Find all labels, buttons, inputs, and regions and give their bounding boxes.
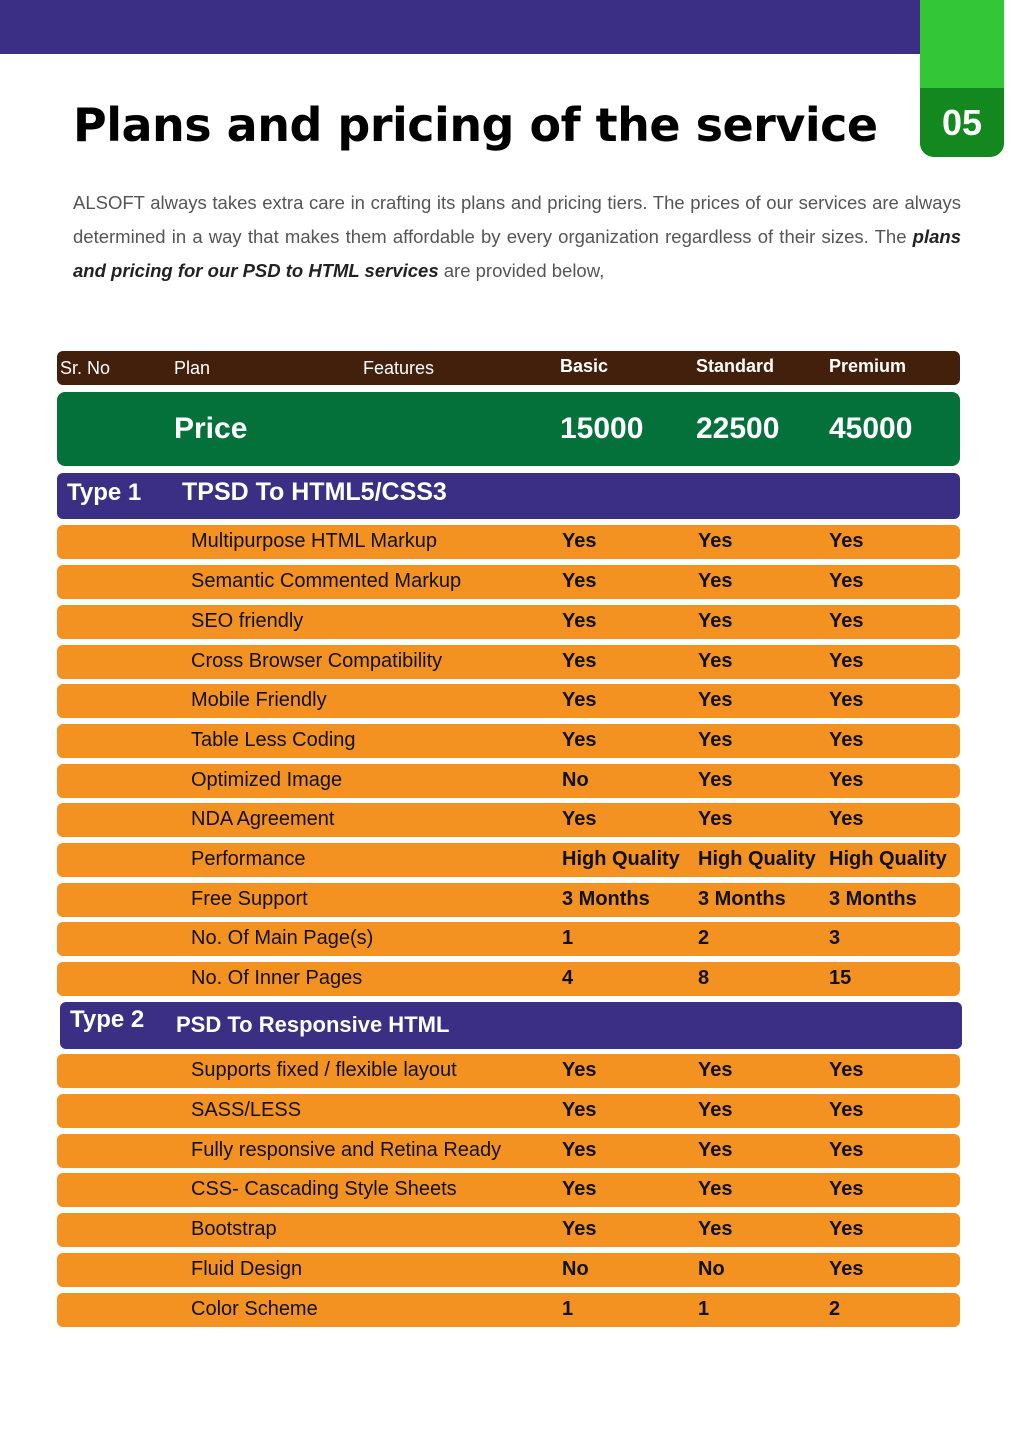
basic-cell: Yes: [562, 1178, 597, 1200]
basic-cell: No: [562, 769, 589, 791]
basic-cell: Yes: [562, 530, 597, 552]
standard-cell: Yes: [698, 650, 733, 672]
premium-cell: Yes: [829, 1059, 864, 1081]
price-premium: 45000: [829, 412, 913, 445]
table-row: [57, 724, 960, 758]
basic-cell: Yes: [562, 729, 597, 751]
price-label: Price: [174, 412, 248, 445]
basic-cell: Yes: [562, 610, 597, 632]
table-row: [57, 605, 960, 639]
table-row: [57, 962, 960, 996]
premium-cell: Yes: [829, 610, 864, 632]
premium-cell: 3: [829, 927, 841, 949]
price-row: [57, 392, 960, 466]
premium-cell: Yes: [829, 1258, 864, 1280]
premium-cell: Yes: [829, 689, 864, 711]
premium-cell: Yes: [829, 570, 864, 592]
type-row: [60, 1002, 962, 1049]
standard-cell: 3 Months: [698, 888, 786, 910]
basic-cell: Yes: [562, 1218, 597, 1240]
premium-cell: Yes: [829, 808, 864, 830]
intro-prefix: ALSOFT always takes extra care in crafting its plans and pricing tiers. The prices of our services are always determined in a way that makes them affordable by every organization regardless of their sizes. The: [73, 192, 961, 247]
standard-cell: Yes: [698, 610, 733, 632]
table-row: [57, 1094, 960, 1128]
price-basic: 15000: [560, 412, 644, 445]
type-row: [57, 473, 960, 519]
standard-cell: Yes: [698, 1099, 733, 1121]
header-premium: Premium: [829, 356, 907, 376]
page-title: Plans and pricing of the service: [73, 98, 878, 152]
standard-cell: Yes: [698, 530, 733, 552]
table-row: [57, 843, 960, 877]
feature-cell: No. Of Inner Pages: [191, 967, 363, 989]
standard-cell: Yes: [698, 570, 733, 592]
basic-cell: Yes: [562, 650, 597, 672]
header-basic: Basic: [560, 356, 609, 376]
feature-cell: Free Support: [191, 888, 308, 910]
header-plan: Plan: [174, 358, 211, 378]
type-label: Type 2: [70, 1006, 145, 1033]
table-row: [57, 1213, 960, 1247]
premium-cell: Yes: [829, 1218, 864, 1240]
table-row: [57, 1293, 960, 1327]
premium-cell: 2: [829, 1298, 841, 1320]
basic-cell: Yes: [562, 1059, 597, 1081]
feature-cell: Semantic Commented Markup: [191, 570, 462, 592]
table-row: [57, 645, 960, 679]
basic-cell: 1: [562, 927, 574, 949]
basic-cell: High Quality: [562, 848, 680, 870]
basic-cell: 4: [562, 967, 574, 989]
standard-cell: Yes: [698, 808, 733, 830]
feature-cell: Color Scheme: [191, 1298, 318, 1320]
premium-cell: High Quality: [829, 848, 947, 870]
type-label: Type 1: [67, 479, 142, 506]
standard-cell: Yes: [698, 1139, 733, 1161]
table-row: [57, 1253, 960, 1287]
basic-cell: No: [562, 1258, 589, 1280]
page-number: 05: [920, 88, 1004, 157]
standard-cell: 2: [698, 927, 710, 949]
feature-cell: SEO friendly: [191, 610, 304, 632]
intro-emphasis: plans and pricing for our PSD to HTML services: [73, 226, 961, 281]
feature-cell: No. Of Main Page(s): [191, 927, 374, 949]
basic-cell: Yes: [562, 808, 597, 830]
feature-cell: CSS- Cascading Style Sheets: [191, 1178, 457, 1200]
feature-cell: Supports fixed / flexible layout: [191, 1059, 457, 1081]
table-row: [57, 1173, 960, 1207]
standard-cell: Yes: [698, 1059, 733, 1081]
standard-cell: Yes: [698, 1218, 733, 1240]
premium-cell: Yes: [829, 530, 864, 552]
table-row: [57, 803, 960, 837]
standard-cell: No: [698, 1258, 725, 1280]
table-row: [57, 764, 960, 798]
table-row: [57, 684, 960, 718]
basic-cell: 3 Months: [562, 888, 650, 910]
table-row: [57, 525, 960, 559]
premium-cell: 3 Months: [829, 888, 917, 910]
standard-cell: Yes: [698, 689, 733, 711]
feature-cell: SASS/LESS: [191, 1099, 302, 1121]
table-row: [57, 1134, 960, 1168]
premium-cell: Yes: [829, 1139, 864, 1161]
standard-cell: Yes: [698, 729, 733, 751]
feature-cell: Table Less Coding: [191, 729, 356, 751]
premium-cell: 15: [829, 967, 852, 989]
table-header: [57, 351, 960, 385]
standard-cell: Yes: [698, 1178, 733, 1200]
header-sr-no: Sr. No: [60, 358, 111, 378]
basic-cell: Yes: [562, 1099, 597, 1121]
feature-cell: Performance: [191, 848, 306, 870]
header-bar: [0, 0, 920, 54]
table-row: [57, 922, 960, 956]
feature-cell: Mobile Friendly: [191, 689, 327, 711]
basic-cell: Yes: [562, 689, 597, 711]
feature-cell: Fluid Design: [191, 1258, 303, 1280]
table-row: [57, 1054, 960, 1088]
standard-cell: High Quality: [698, 848, 816, 870]
basic-cell: 1: [562, 1298, 574, 1320]
price-standard: 22500: [696, 412, 780, 445]
standard-cell: Yes: [698, 769, 733, 791]
premium-cell: Yes: [829, 769, 864, 791]
feature-cell: Optimized Image: [191, 769, 343, 791]
standard-cell: 1: [698, 1298, 710, 1320]
feature-cell: Multipurpose HTML Markup: [191, 530, 438, 552]
header-features: Features: [363, 358, 435, 378]
table-row: [57, 565, 960, 599]
basic-cell: Yes: [562, 1139, 597, 1161]
basic-cell: Yes: [562, 570, 597, 592]
type-name: TPSD To HTML5/CSS3: [182, 478, 447, 506]
feature-cell: NDA Agreement: [191, 808, 335, 830]
feature-cell: Bootstrap: [191, 1218, 277, 1240]
intro-suffix: are provided below,: [438, 260, 605, 281]
intro-paragraph: [73, 186, 961, 288]
premium-cell: Yes: [829, 1099, 864, 1121]
table-row: [57, 883, 960, 917]
premium-cell: Yes: [829, 650, 864, 672]
premium-cell: Yes: [829, 1178, 864, 1200]
premium-cell: Yes: [829, 729, 864, 751]
type-name: PSD To Responsive HTML: [176, 1012, 450, 1037]
header-standard: Standard: [696, 356, 775, 376]
standard-cell: 8: [698, 967, 710, 989]
feature-cell: Fully responsive and Retina Ready: [191, 1139, 502, 1161]
feature-cell: Cross Browser Compatibility: [191, 650, 443, 672]
